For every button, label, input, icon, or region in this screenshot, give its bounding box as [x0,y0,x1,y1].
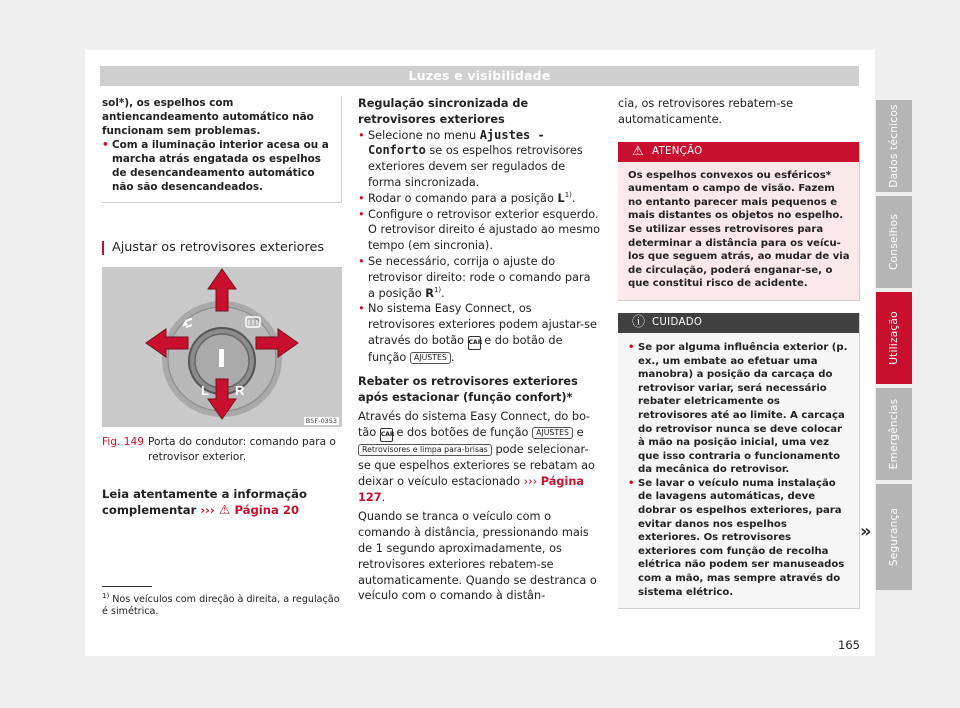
ajustes-button-label: AJUSTES [532,427,573,439]
section-title: Ajustar os retrovisores exteriores [102,241,342,255]
figure-caption [102,435,342,464]
knob-label-right: R [235,383,245,398]
tab-conselhos[interactable] [876,196,912,288]
footnote-ref: 1) [433,285,442,294]
tab-seguranca[interactable] [876,484,912,590]
para-text: e dos botões de função [396,426,529,440]
caution-bullet-text: Se por alguma influência exterior (p. ex., um embate ao efetuar uma manobra) a posição da carcaça do retrovisor variar, será necessário rebater eletricamente os retrovisores até ao limite. A carcaça do retrovisor nunca se deve colocar à mão na posição inicial, uma vez que isso contraria o funcionamento da mecânica do retrovisor. [638,341,848,476]
figure-code: B5F-0353 [305,417,337,425]
bullet-dot: • [628,477,635,489]
position-label: R [425,286,434,300]
step-configure [358,207,600,254]
paragraph-remote: Quando se tranca o veículo com o comando à distância, pressionando mais de 1 segundo aproximadamente, os retrovisores exteriores rebatem-se automaticamente. Quando se destranca o veículo com o comando à distân- [358,510,597,603]
column-right [618,96,860,609]
step-menu [358,128,600,191]
page-reference-link[interactable]: Página 20 [234,503,300,517]
warning-box [618,142,860,301]
tab-label: Conselhos [888,213,900,271]
step-text: Configure o retrovisor exterior esquerdo. O retrovisor direito é ajustado ao mesmo tempo (em sincronia). [368,207,601,253]
tab-label: Utilização [888,311,900,365]
note-continuation-box [102,96,342,203]
figure-label: Fig. 149 [102,436,144,448]
step-correct: • Se necessário, corrija o ajuste do retrovisor direito: rode o comando para a posição $R^{1)}$. [358,254,591,300]
bullet-dot: • [358,254,365,268]
read-more-text: Leia atentamente a informação complementar [102,487,307,517]
read-more-note [102,486,342,519]
tab-label: Dados técnicos [888,104,900,188]
step-text: e do botão de função [368,333,563,364]
tab-emergencias[interactable] [876,388,912,480]
note-bullet-text: Com a iluminação interior acesa ou a marcha atrás engatada os espelhos de desencandeamento automático não são desencandeados. [112,139,329,193]
warning-triangle-icon: ⚠ [632,143,644,159]
column-middle [358,96,600,604]
caution-bullet-text: Se lavar o veículo numa instalação de lavagens automáticas, deve dobrar os espelhos exteriores, para evitar danos nos espelhos exteriores. Os retrovisores exteriores com função de recolha elétrica não podem ser manuseados com a mão, mas sempre através do sistema elétrico. [638,477,845,598]
ajustes-button-label: AJUSTES [410,352,451,364]
continue-marker: » [860,521,872,542]
paragraph-continued: cia, os retrovisores rebatem-se automaticamente. [618,97,794,126]
footnote-mark: 1) [102,591,110,600]
step-text: se os espelhos retrovisores exteriores devem ser regulados de forma sincronizada. [368,144,583,189]
tab-label: Emergências [888,398,900,470]
note-line: sol*), os espelhos com antiencandeamento automático não funcionam sem problemas. [102,97,314,137]
footnote-text: Nos veículos com direção à direita, a regulação é simétrica. [102,594,340,618]
position-label: L [557,191,565,205]
step-text: Selecione no menu [368,128,480,142]
menu-path: Ajustes - Conforto [368,127,545,158]
caution-box [618,313,860,609]
book-warning-icon: ⚠ [218,503,231,518]
ref-arrows: ››› [200,503,215,517]
step-text: No sistema Easy Connect, os retrovisores exteriores podem ajustar-se através do botão [368,302,597,347]
caution-header [618,313,859,333]
info-circle-icon: ⓘ [632,314,646,330]
warning-header [618,142,859,162]
warning-title: ATENÇÃO [652,145,703,157]
caution-title: CUIDADO [652,316,703,328]
paragraph-easy-connect: Através do sistema Easy Connect, do botão CAR e dos botões de função AJUSTES e Retrovisores e limpa para-brisas pode selecionar-se que espelhos exteriores se rebatam ao deixar o veículo estacionado ››› Página 127. [358,410,595,504]
caution-body [618,333,859,608]
step-rotate-l: • Rodar o comando para a posição $L^{1)}$. [358,191,576,205]
page-reference-link[interactable]: Página 127 [358,474,584,504]
tab-label: Segurança [888,507,900,567]
step-text: Rodar o comando para a posição [368,191,558,205]
tab-dados-tecnicos[interactable] [876,100,912,192]
mirror-control-illustration [102,267,342,427]
para-text: Através do sistema Easy Connect, do botão [358,410,591,440]
caution-bullet [628,477,851,599]
car-button-icon: CAR [468,336,481,350]
mirror-control-figure [102,267,342,427]
bullet-dot: • [628,341,635,353]
bullet-dot: • [358,191,365,205]
para-text: pode selecionar-se que espelhos exteriores se rebatam ao deixar o veículo estacionado [358,443,595,488]
retrovisores-button-label: Retrovisores e limpa para-brisas [358,444,492,456]
bullet-dot: • [358,207,365,221]
warning-text: Os espelhos convexos ou esféricos* aumentam o campo de visão. Fazem no entanto parecer mais pequenos e mais distantes os objetos no espelho. Se utilizar esses retrovisores para determinar a distância para os veículos que seguem atrás, ao mudar de via de circulação, poderá enganar-se, o que constitui risco de acidente. [628,169,850,290]
bullet-dot: • [102,139,109,151]
subheading-fold: Rebater os retrovisores exteriores após estacionar (função confort)* [358,374,578,404]
note-bullet [102,138,335,194]
footnote-ref: 1) [564,191,572,200]
para-text: e [576,426,584,440]
page-number: 165 [838,638,860,652]
figure-caption-text: Porta do condutor: comando para o retrovisor exterior. [147,436,336,463]
knob-label-left: L [201,383,209,398]
bullet-dot: • [358,302,365,316]
column-left [102,96,342,519]
page-header: Luzes e visibilidade [100,66,859,86]
car-button-icon: CAR [380,428,393,442]
caution-bullet [628,341,851,477]
step-easy-connect: • No sistema Easy Connect, os retrovisores exteriores podem ajustar-se através do botão CAR e do botão de função AJUSTES . [358,302,597,364]
bullet-dot: • [358,128,365,142]
subheading-sync: Regulação sincronizada de retrovisores exteriores [358,97,529,126]
footnote [102,591,347,619]
footnote-divider [102,586,152,587]
step-text: Se necessário, corrija o ajuste do retrovisor direito: rode o comando para a posição [368,254,591,300]
tab-utilizacao[interactable] [876,292,912,384]
